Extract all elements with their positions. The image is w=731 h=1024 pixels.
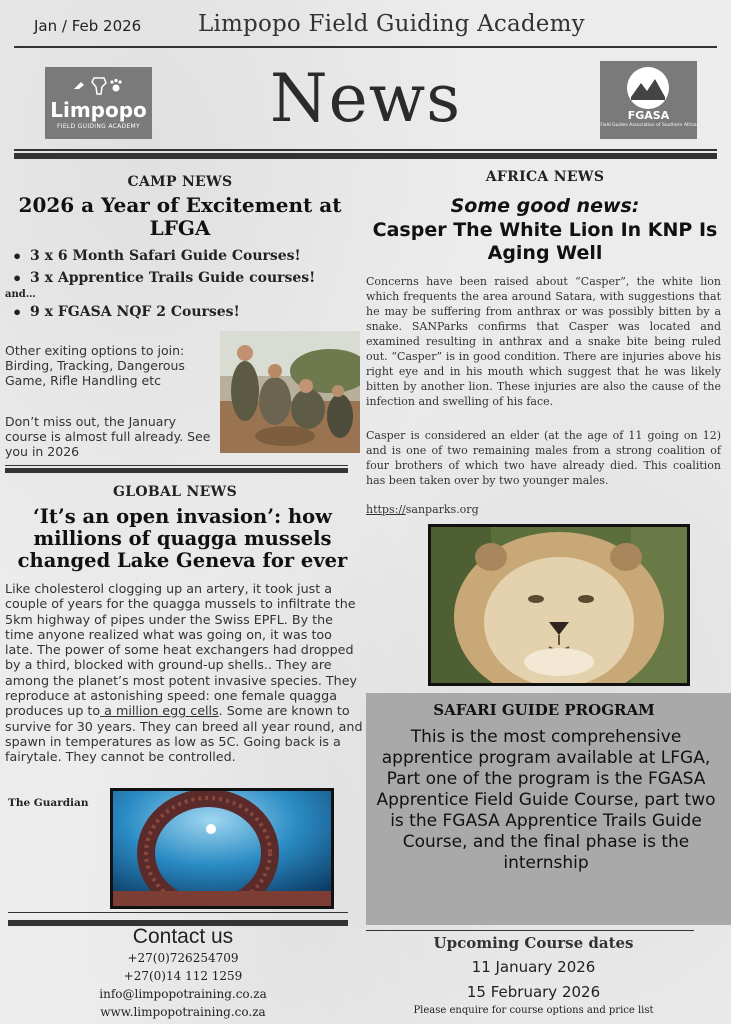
camp-cta-text: Don’t miss out, the January course is almost full already. See you in 2026	[5, 414, 211, 459]
africa-news-paragraph-1: Concerns have been raised about “Casper”, the white lion which frequents the area around Satara, with suggestions that he may be suffering from anthrax or was possibly bitten by a snake. SANParks confirms that Casper was located and examined resulting in anthrax and a snake bite being ruled out. “Casper” is in good condition. There are injuries above his right eye and in his mouth which suggest that he was likely bitten by another lion. These injuries are also the cause of the infection and swelling of his face.	[366, 275, 721, 408]
africa-news-subhead: Some good news:	[450, 195, 640, 217]
camp-options-text: Other exiting options to join: Birding, Tracking, Dangerous Game, Rifle Handling etc	[5, 343, 185, 388]
africa-news-heading: AFRICA NEWS	[485, 169, 605, 185]
sanparks-link[interactable]	[366, 503, 479, 516]
lion-photo-image	[431, 527, 687, 683]
academy-title: Limpopo Field Guiding Academy	[198, 11, 585, 37]
fgasa-logo-name: FGASA	[627, 109, 670, 122]
guides-photo	[220, 331, 360, 453]
limpopo-logo-name: Limpopo	[50, 98, 147, 122]
global-news-heading: GLOBAL NEWS	[112, 484, 237, 500]
global-news-body	[5, 581, 363, 765]
global-body-text: Like cholesterol clogging up an artery, it took just a couple of years for the quagga mussels to infiltrate the 5km highway of pipes under the Swiss EPFL. By the time anyone realized what was going on, it was too late. The power of some heat exchangers had dropped by a third, blocked with ground-up shells.. They are among the planet’s most potent invasive species. They reproduce at astonishing speed: one female quagga produces up to	[5, 581, 358, 719]
fgasa-logo	[600, 61, 697, 139]
list-item: • 3 x Apprentice Trails Guide courses!	[10, 270, 315, 292]
mussel-pipe-photo	[110, 788, 334, 909]
masthead-rule-top	[14, 149, 717, 151]
list-item: • 9 x FGASA NQF 2 Courses!	[10, 304, 240, 326]
contact-phone-1[interactable]: +27(0)726254709	[127, 951, 239, 965]
and-text: and…	[5, 289, 36, 300]
course-date-2: 15 February 2026	[466, 983, 601, 1001]
global-body-text-end: . Some are known to survive for 30 years. They can breed all year round, and spawn in temperatures as low as 5C. Going back is a fairytale. They cannot be controlled.	[5, 703, 363, 765]
limpopo-logo-sub: FIELD GUIDING ACADEMY	[57, 123, 140, 130]
safari-program-text: This is the most comprehensive apprentice program available at LFGA, Part one of the program is the FGASA Apprentice Field Guide Course, part two is the FGASA Apprentice Trails Guide Course, and the final phase is the internship	[376, 727, 716, 873]
issue-date: Jan / Feb 2026	[34, 17, 142, 35]
list-item: • 3 x 6 Month Safari Guide Courses!	[10, 248, 315, 270]
sanparks-link-prefix[interactable]: https://	[366, 503, 406, 516]
global-news-headline: ‘It’s an open invasion’: how millions of quagga mussels changed Lake Geneva for ever	[17, 505, 348, 572]
contact-title: Contact us	[132, 925, 234, 948]
fgasa-logo-sub: Field Guides Association of Southern Africa	[600, 123, 697, 128]
camp-news-headline: 2026 a Year of Excitement at LFGA	[18, 193, 342, 240]
camp-course-list-extra	[10, 304, 240, 326]
safari-program-title: SAFARI GUIDE PROGRAM	[433, 701, 655, 719]
guardian-source: The Guardian	[8, 797, 89, 809]
white-lion-photo	[428, 524, 690, 686]
masthead-rule-bottom	[14, 153, 717, 159]
camp-news-heading: CAMP NEWS	[127, 174, 233, 190]
upcoming-rule	[366, 930, 694, 931]
news-masthead: News	[269, 60, 462, 137]
header-rule	[14, 46, 717, 48]
sanparks-link-domain[interactable]: sanparks.org	[405, 503, 479, 516]
camp-course-list	[10, 248, 315, 292]
mussel-photo-image	[113, 791, 331, 906]
africa-news-headline: Casper The White Lion In KNP Is Aging Well	[372, 219, 718, 264]
contact-email[interactable]: info@limpopotraining.co.za	[99, 987, 267, 1001]
contact-website[interactable]: www.limpopotraining.co.za	[100, 1005, 266, 1019]
enquire-note: Please enquire for course options and price list	[413, 1005, 654, 1016]
camp-rule-thin	[5, 465, 348, 466]
africa-news-paragraph-2: Casper is considered an elder (at the age of 11 going on 12) and is one of two remaining males from a strong coalition of four brothers of which two have already died. This coalition has been taken over by two younger males.	[366, 429, 721, 487]
upcoming-title: Upcoming Course dates	[433, 934, 634, 952]
global-rule-thin	[8, 912, 348, 913]
contact-phone-2[interactable]: +27(0)14 112 1259	[123, 969, 243, 983]
fgasa-emblem-icon	[627, 67, 669, 109]
course-date-1: 11 January 2026	[471, 958, 596, 976]
egg-cells-link[interactable]: a million egg cells	[100, 703, 219, 719]
camp-rule-thick	[5, 468, 348, 473]
guides-photo-image	[220, 331, 360, 453]
